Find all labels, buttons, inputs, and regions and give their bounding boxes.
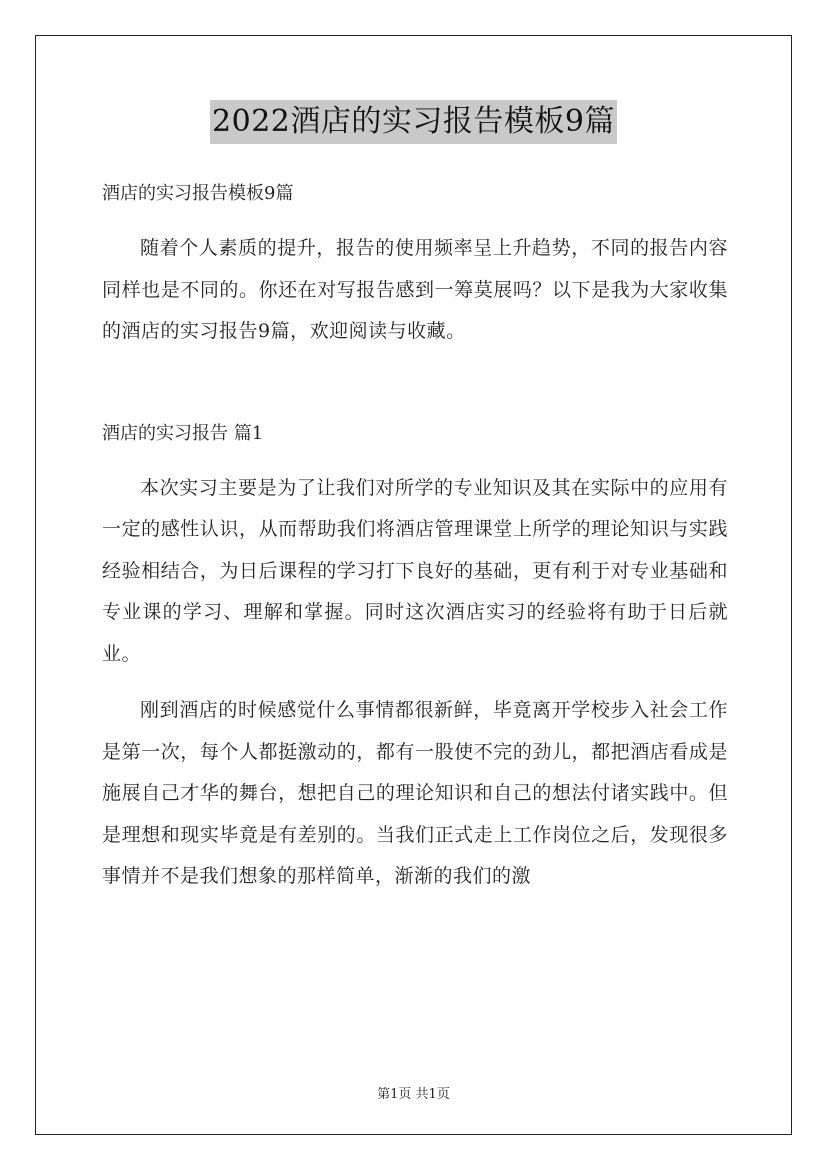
document-title-wrap: [0, 100, 827, 144]
section-heading: 酒店的实习报告 篇1: [102, 422, 264, 444]
document-subtitle: 酒店的实习报告模板9篇: [102, 183, 294, 204]
document-title: 2022酒店的实习报告模板9篇: [210, 100, 617, 144]
body-paragraph-1: 本次实习主要是为了让我们对所学的专业知识及其在实际中的应用有一定的感性认识，从而帮助我们将酒店管理课堂上所学的理论知识与实践经验相结合，为日后课程的学习打下良好的基础，更有利于对专业基础和专业课的学习、理解和掌握。同时这次酒店实习的经验将有助于日后就业。: [102, 476, 728, 665]
intro-paragraph: 随着个人素质的提升，报告的使用频率呈上升趋势，不同的报告内容同样也是不同的。你还在对写报告感到一筹莫展吗？以下是我为大家收集的酒店的实习报告9篇，欢迎阅读与收藏。: [102, 237, 728, 342]
page-footer: 第1页 共1页: [377, 1087, 450, 1102]
document-body: [102, 175, 728, 898]
body-paragraph-2: 刚到酒店的时候感觉什么事情都很新鲜，毕竟离开学校步入社会工作是第一次，每个人都挺激动的，都有一股使不完的劲儿，都把酒店看成是施展自己才华的舞台，想把自己的理论知识和自己的想法付诸实践中。但是理想和现实毕竟是有差别的。当我们正式走上工作岗位之后，发现很多事情并不是我们想象的那样简单，渐渐的我们的激: [102, 699, 728, 887]
